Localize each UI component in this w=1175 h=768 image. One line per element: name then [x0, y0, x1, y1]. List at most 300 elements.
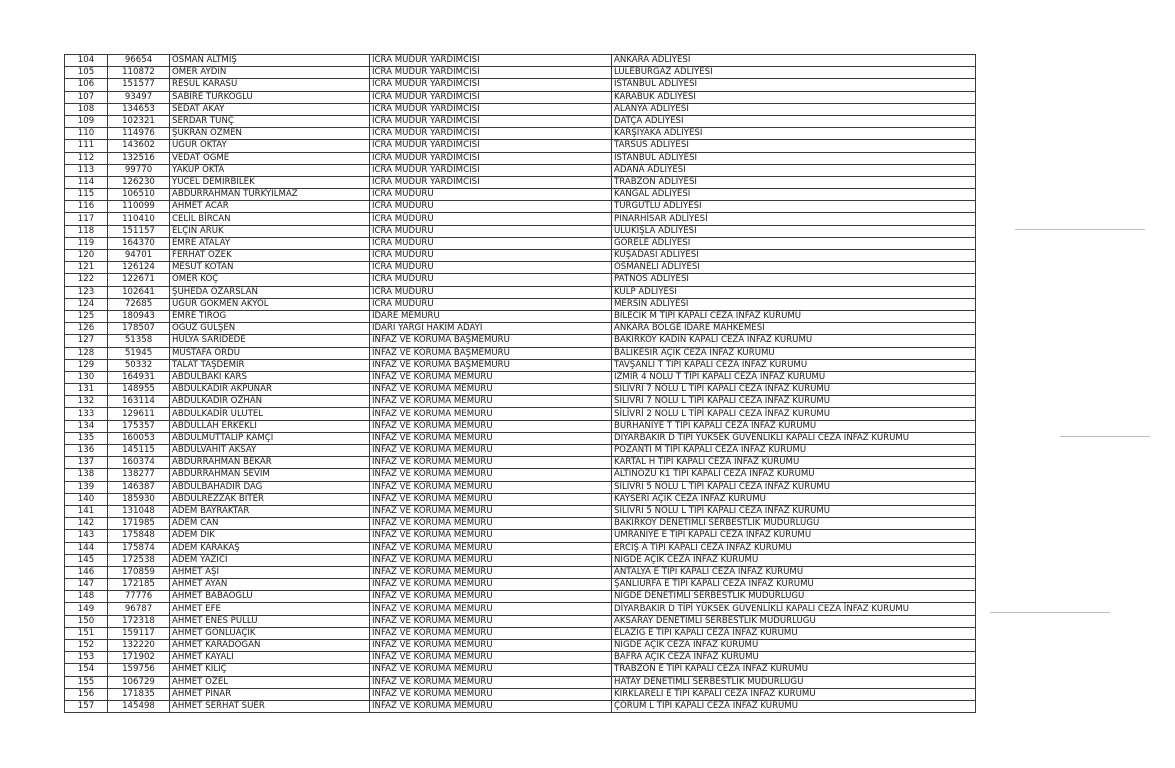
person-name-cell: RESUL KARASU: [170, 79, 370, 91]
table-row: [65, 579, 976, 591]
registry-number-cell: 99770: [108, 164, 170, 176]
assigned-unit-cell: KARŞIYAKA ADLİYESİ: [612, 128, 976, 140]
person-name-cell: SERDAR TUNÇ: [170, 115, 370, 127]
position-title-cell: İNFAZ VE KORUMA MEMURU: [370, 493, 612, 505]
assigned-unit-cell: ADANA ADLİYESİ: [612, 164, 976, 176]
assigned-unit-cell: BALIKESİR AÇIK CEZA İNFAZ KURUMU: [612, 347, 976, 359]
registry-number-cell: 138277: [108, 469, 170, 481]
row-number-cell: 152: [65, 640, 108, 652]
person-name-cell: ÖMER KOÇ: [170, 274, 370, 286]
person-name-cell: SEDAT AKAY: [170, 103, 370, 115]
person-name-cell: AHMET KAYALI: [170, 652, 370, 664]
row-number-cell: 121: [65, 262, 108, 274]
position-title-cell: İNFAZ VE KORUMA MEMURU: [370, 688, 612, 700]
table-body: [65, 55, 976, 713]
position-title-cell: İNFAZ VE KORUMA MEMURU: [370, 542, 612, 554]
position-title-cell: İNFAZ VE KORUMA MEMURU: [370, 384, 612, 396]
row-number-cell: 107: [65, 91, 108, 103]
assigned-unit-cell: DATÇA ADLİYESİ: [612, 115, 976, 127]
assigned-unit-cell: LÜLEBURGAZ ADLİYESİ: [612, 67, 976, 79]
assigned-unit-cell: MERSİN ADLİYESİ: [612, 298, 976, 310]
person-name-cell: FERHAT ÖZEK: [170, 250, 370, 262]
person-name-cell: AHMET ÖZEL: [170, 676, 370, 688]
position-title-cell: İNFAZ VE KORUMA MEMURU: [370, 457, 612, 469]
position-title-cell: İNFAZ VE KORUMA MEMURU: [370, 408, 612, 420]
position-title-cell: İCRA MÜDÜR YARDIMCISI: [370, 128, 612, 140]
table-row: [65, 420, 976, 432]
assigned-unit-cell: ANKARA BÖLGE İDARE MAHKEMESİ: [612, 323, 976, 335]
assigned-unit-cell: TAVŞANLI T TİPİ KAPALI CEZA İNFAZ KURUMU: [612, 359, 976, 371]
registry-number-cell: 164370: [108, 237, 170, 249]
position-title-cell: İNFAZ VE KORUMA BAŞMEMURU: [370, 359, 612, 371]
assigned-unit-cell: OSMANELİ ADLİYESİ: [612, 262, 976, 274]
row-number-cell: 137: [65, 457, 108, 469]
scan-artifact-line: [990, 612, 1110, 613]
registry-number-cell: 94701: [108, 250, 170, 262]
row-number-cell: 120: [65, 250, 108, 262]
assigned-unit-cell: TURGUTLU ADLİYESİ: [612, 201, 976, 213]
assigned-unit-cell: ALANYA ADLİYESİ: [612, 103, 976, 115]
person-name-cell: ABDURRAHMAN SEVİM: [170, 469, 370, 481]
registry-number-cell: 159756: [108, 664, 170, 676]
registry-number-cell: 143602: [108, 140, 170, 152]
registry-number-cell: 151577: [108, 79, 170, 91]
registry-number-cell: 145115: [108, 445, 170, 457]
row-number-cell: 110: [65, 128, 108, 140]
row-number-cell: 139: [65, 481, 108, 493]
row-number-cell: 105: [65, 67, 108, 79]
person-name-cell: MUSTAFA ORDU: [170, 347, 370, 359]
table-row: [65, 688, 976, 700]
person-name-cell: ABDULKADİR ULUTEL: [170, 408, 370, 420]
table-row: [65, 652, 976, 664]
position-title-cell: İNFAZ VE KORUMA MEMURU: [370, 505, 612, 517]
position-title-cell: İCRA MÜDÜRÜ: [370, 286, 612, 298]
row-number-cell: 112: [65, 152, 108, 164]
registry-number-cell: 134653: [108, 103, 170, 115]
table-row: [65, 359, 976, 371]
table-row: [65, 371, 976, 383]
person-name-cell: TALAT TAŞDEMİR: [170, 359, 370, 371]
person-name-cell: AHMET ENES PULLU: [170, 615, 370, 627]
assigned-unit-cell: KAYSERİ AÇIK CEZA İNFAZ KURUMU: [612, 493, 976, 505]
person-name-cell: AHMET BABAOĞLU: [170, 591, 370, 603]
position-title-cell: İCRA MÜDÜRÜ: [370, 237, 612, 249]
row-number-cell: 123: [65, 286, 108, 298]
row-number-cell: 108: [65, 103, 108, 115]
table-row: [65, 518, 976, 530]
person-name-cell: ELÇİN ARUK: [170, 225, 370, 237]
registry-number-cell: 171985: [108, 518, 170, 530]
person-name-cell: ŞÜKRAN ÖZMEN: [170, 128, 370, 140]
registry-number-cell: 175874: [108, 542, 170, 554]
registry-number-cell: 172318: [108, 615, 170, 627]
registry-number-cell: 72685: [108, 298, 170, 310]
registry-number-cell: 160053: [108, 432, 170, 444]
position-title-cell: İDARİ YARGI HAKİM ADAYI: [370, 323, 612, 335]
person-name-cell: ADEM YAZICI: [170, 554, 370, 566]
assigned-unit-cell: DİYARBAKIR D TİPİ YÜKSEK GÜVENLİKLİ KAPALI CEZA İNFAZ KURUMU: [612, 603, 976, 615]
registry-number-cell: 178507: [108, 323, 170, 335]
position-title-cell: İNFAZ VE KORUMA MEMURU: [370, 469, 612, 481]
table-row: [65, 408, 976, 420]
person-name-cell: ABDULVAHİT AKSAY: [170, 445, 370, 457]
assigned-unit-cell: SİLİVRİ 2 NOLU L TİPİ KAPALI CEZA İNFAZ KURUMU: [612, 408, 976, 420]
position-title-cell: İNFAZ VE KORUMA MEMURU: [370, 652, 612, 664]
position-title-cell: İDARE MEMURU: [370, 310, 612, 322]
table-row: [65, 79, 976, 91]
person-name-cell: ABDURRAHMAN TÜRKYILMAZ: [170, 189, 370, 201]
table-row: [65, 176, 976, 188]
position-title-cell: İCRA MÜDÜR YARDIMCISI: [370, 176, 612, 188]
person-name-cell: VEDAT ÖĞME: [170, 152, 370, 164]
position-title-cell: İNFAZ VE KORUMA MEMURU: [370, 554, 612, 566]
assigned-unit-cell: BAFRA AÇIK CEZA İNFAZ KURUMU: [612, 652, 976, 664]
row-number-cell: 132: [65, 396, 108, 408]
registry-number-cell: 151157: [108, 225, 170, 237]
assigned-unit-cell: BAKIRKÖY DENETİMLİ SERBESTLİK MÜDÜRLÜĞÜ: [612, 518, 976, 530]
position-title-cell: İCRA MÜDÜR YARDIMCISI: [370, 140, 612, 152]
row-number-cell: 135: [65, 432, 108, 444]
table-row: [65, 286, 976, 298]
table-row: [65, 542, 976, 554]
person-name-cell: ABDURRAHMAN BEKAR: [170, 457, 370, 469]
registry-number-cell: 110872: [108, 67, 170, 79]
row-number-cell: 111: [65, 140, 108, 152]
position-title-cell: İCRA MÜDÜRÜ: [370, 189, 612, 201]
table-row: [65, 128, 976, 140]
table-row: [65, 335, 976, 347]
personnel-table: [64, 54, 976, 713]
row-number-cell: 109: [65, 115, 108, 127]
row-number-cell: 140: [65, 493, 108, 505]
row-number-cell: 114: [65, 176, 108, 188]
position-title-cell: İNFAZ VE KORUMA MEMURU: [370, 396, 612, 408]
table-row: [65, 347, 976, 359]
assigned-unit-cell: TARSUS ADLİYESİ: [612, 140, 976, 152]
person-name-cell: ABDULKADİR ÖZHAN: [170, 396, 370, 408]
assigned-unit-cell: DİYARBAKIR D TİPİ YÜKSEK GÜVENLİKLİ KAPALI CEZA İNFAZ KURUMU: [612, 432, 976, 444]
table-row: [65, 566, 976, 578]
position-title-cell: İCRA MÜDÜR YARDIMCISI: [370, 164, 612, 176]
position-title-cell: İNFAZ VE KORUMA MEMURU: [370, 627, 612, 639]
registry-number-cell: 51945: [108, 347, 170, 359]
table-row: [65, 213, 976, 225]
row-number-cell: 118: [65, 225, 108, 237]
table-row: [65, 603, 976, 615]
person-name-cell: AHMET GÖNLÜAÇIK: [170, 627, 370, 639]
registry-number-cell: 102641: [108, 286, 170, 298]
person-name-cell: AHMET EFE: [170, 603, 370, 615]
assigned-unit-cell: ÜMRANİYE E TİPİ KAPALI CEZA İNFAZ KURUMU: [612, 530, 976, 542]
registry-number-cell: 180943: [108, 310, 170, 322]
position-title-cell: İNFAZ VE KORUMA MEMURU: [370, 591, 612, 603]
row-number-cell: 151: [65, 627, 108, 639]
assigned-unit-cell: TRABZON ADLİYESİ: [612, 176, 976, 188]
person-name-cell: AHMET AŞI: [170, 566, 370, 578]
table-row: [65, 164, 976, 176]
table-row: [65, 323, 976, 335]
registry-number-cell: 171902: [108, 652, 170, 664]
position-title-cell: İNFAZ VE KORUMA BAŞMEMURU: [370, 335, 612, 347]
row-number-cell: 113: [65, 164, 108, 176]
position-title-cell: İCRA MÜDÜR YARDIMCISI: [370, 152, 612, 164]
assigned-unit-cell: BAKIRKÖY KADIN KAPALI CEZA İNFAZ KURUMU: [612, 335, 976, 347]
person-name-cell: CELİL BİRCAN: [170, 213, 370, 225]
person-name-cell: ABDULBAKİ KARS: [170, 371, 370, 383]
assigned-unit-cell: ANTALYA E TİPİ KAPALI CEZA İNFAZ KURUMU: [612, 566, 976, 578]
assigned-unit-cell: NİĞDE DENETİMLİ SERBESTLİK MÜDÜRLÜĞÜ: [612, 591, 976, 603]
person-name-cell: EMRE ATALAY: [170, 237, 370, 249]
assigned-unit-cell: AKSARAY DENETİMLİ SERBESTLİK MÜDÜRLÜĞÜ: [612, 615, 976, 627]
assigned-unit-cell: SİLİVRİ 7 NOLU L TİPİ KAPALI CEZA İNFAZ KURUMU: [612, 396, 976, 408]
registry-number-cell: 159117: [108, 627, 170, 639]
assigned-unit-cell: KARTAL H TİPİ KAPALI CEZA İNFAZ KURUMU: [612, 457, 976, 469]
table-row: [65, 396, 976, 408]
assigned-unit-cell: İZMİR 4 NOLU T TİPİ KAPALI CEZA İNFAZ KURUMU: [612, 371, 976, 383]
row-number-cell: 119: [65, 237, 108, 249]
scan-artifact-line: [1060, 436, 1150, 437]
row-number-cell: 130: [65, 371, 108, 383]
assigned-unit-cell: KIRKLARELİ E TİPİ KAPALI CEZA İNFAZ KURUMU: [612, 688, 976, 700]
registry-number-cell: 50332: [108, 359, 170, 371]
table-row: [65, 115, 976, 127]
row-number-cell: 149: [65, 603, 108, 615]
person-name-cell: ADEM DİK: [170, 530, 370, 542]
position-title-cell: İNFAZ VE KORUMA MEMURU: [370, 530, 612, 542]
person-name-cell: EMRE TIROĞ: [170, 310, 370, 322]
row-number-cell: 115: [65, 189, 108, 201]
assigned-unit-cell: ULUKIŞLA ADLİYESİ: [612, 225, 976, 237]
registry-number-cell: 172185: [108, 579, 170, 591]
assigned-unit-cell: ANKARA ADLİYESİ: [612, 55, 976, 67]
person-name-cell: AHMET PINAR: [170, 688, 370, 700]
registry-number-cell: 126230: [108, 176, 170, 188]
registry-number-cell: 175357: [108, 420, 170, 432]
row-number-cell: 128: [65, 347, 108, 359]
table-row: [65, 676, 976, 688]
person-name-cell: YAKUP OKTA: [170, 164, 370, 176]
position-title-cell: İCRA MÜDÜR YARDIMCISI: [370, 91, 612, 103]
table-row: [65, 67, 976, 79]
position-title-cell: İCRA MÜDÜR YARDIMCISI: [370, 67, 612, 79]
table-row: [65, 664, 976, 676]
position-title-cell: İNFAZ VE KORUMA MEMURU: [370, 420, 612, 432]
registry-number-cell: 110099: [108, 201, 170, 213]
assigned-unit-cell: KUŞADASI ADLİYESİ: [612, 250, 976, 262]
row-number-cell: 104: [65, 55, 108, 67]
table-row: [65, 237, 976, 249]
row-number-cell: 129: [65, 359, 108, 371]
assigned-unit-cell: ERCİŞ A TİPİ KAPALI CEZA İNFAZ KURUMU: [612, 542, 976, 554]
person-name-cell: AHMET ACAR: [170, 201, 370, 213]
person-name-cell: OSMAN ALTMIŞ: [170, 55, 370, 67]
registry-number-cell: 51358: [108, 335, 170, 347]
person-name-cell: ŞUHEDA ÖZARSLAN: [170, 286, 370, 298]
table-row: [65, 554, 976, 566]
registry-number-cell: 129611: [108, 408, 170, 420]
position-title-cell: İCRA MÜDÜRÜ: [370, 298, 612, 310]
person-name-cell: UĞUR GÖKMEN AKYOL: [170, 298, 370, 310]
row-number-cell: 150: [65, 615, 108, 627]
row-number-cell: 131: [65, 384, 108, 396]
person-name-cell: YÜCEL DEMİRBİLEK: [170, 176, 370, 188]
assigned-unit-cell: POZANTI M TİPİ KAPALI CEZA İNFAZ KURUMU: [612, 445, 976, 457]
registry-number-cell: 102321: [108, 115, 170, 127]
row-number-cell: 122: [65, 274, 108, 286]
row-number-cell: 117: [65, 213, 108, 225]
table-row: [65, 55, 976, 67]
row-number-cell: 153: [65, 652, 108, 664]
assigned-unit-cell: ŞANLIURFA E TİPİ KAPALI CEZA İNFAZ KURUMU: [612, 579, 976, 591]
row-number-cell: 126: [65, 323, 108, 335]
table-row: [65, 274, 976, 286]
position-title-cell: İCRA MÜDÜRÜ: [370, 225, 612, 237]
person-name-cell: MESUT KOTAN: [170, 262, 370, 274]
person-name-cell: ADEM KARAKAŞ: [170, 542, 370, 554]
registry-number-cell: 93497: [108, 91, 170, 103]
table-row: [65, 627, 976, 639]
assigned-unit-cell: SİLİVRİ 5 NOLU L TİPİ KAPALI CEZA İNFAZ KURUMU: [612, 505, 976, 517]
table-row: [65, 91, 976, 103]
row-number-cell: 154: [65, 664, 108, 676]
registry-number-cell: 185930: [108, 493, 170, 505]
registry-number-cell: 126124: [108, 262, 170, 274]
position-title-cell: İCRA MÜDÜRÜ: [370, 213, 612, 225]
person-name-cell: ABDÜLBAHADIR DAĞ: [170, 481, 370, 493]
table-row: [65, 505, 976, 517]
row-number-cell: 147: [65, 579, 108, 591]
position-title-cell: İCRA MÜDÜR YARDIMCISI: [370, 79, 612, 91]
row-number-cell: 138: [65, 469, 108, 481]
position-title-cell: İNFAZ VE KORUMA MEMURU: [370, 371, 612, 383]
registry-number-cell: 131048: [108, 505, 170, 517]
person-name-cell: ADEM BAYRAKTAR: [170, 505, 370, 517]
table-row: [65, 140, 976, 152]
registry-number-cell: 160374: [108, 457, 170, 469]
person-name-cell: HÜLYA SARIDEDE: [170, 335, 370, 347]
registry-number-cell: 132516: [108, 152, 170, 164]
position-title-cell: İCRA MÜDÜR YARDIMCISI: [370, 115, 612, 127]
position-title-cell: İCRA MÜDÜRÜ: [370, 250, 612, 262]
person-name-cell: ABDULKADİR AKPUNAR: [170, 384, 370, 396]
assigned-unit-cell: İSTANBUL ADLİYESİ: [612, 79, 976, 91]
position-title-cell: İNFAZ VE KORUMA MEMURU: [370, 640, 612, 652]
position-title-cell: İNFAZ VE KORUMA MEMURU: [370, 664, 612, 676]
row-number-cell: 145: [65, 554, 108, 566]
position-title-cell: İNFAZ VE KORUMA MEMURU: [370, 615, 612, 627]
table-row: [65, 469, 976, 481]
row-number-cell: 116: [65, 201, 108, 213]
table-row: [65, 103, 976, 115]
registry-number-cell: 114976: [108, 128, 170, 140]
table-row: [65, 152, 976, 164]
registry-number-cell: 132220: [108, 640, 170, 652]
row-number-cell: 127: [65, 335, 108, 347]
assigned-unit-cell: KANGAL ADLİYESİ: [612, 189, 976, 201]
table-row: [65, 530, 976, 542]
registry-number-cell: 146387: [108, 481, 170, 493]
table-row: [65, 700, 976, 712]
table-row: [65, 201, 976, 213]
position-title-cell: İNFAZ VE KORUMA MEMURU: [370, 566, 612, 578]
position-title-cell: İNFAZ VE KORUMA MEMURU: [370, 445, 612, 457]
registry-number-cell: 106729: [108, 676, 170, 688]
registry-number-cell: 170859: [108, 566, 170, 578]
position-title-cell: İCRA MÜDÜRÜ: [370, 201, 612, 213]
position-title-cell: İCRA MÜDÜRÜ: [370, 262, 612, 274]
table-row: [65, 225, 976, 237]
registry-number-cell: 96654: [108, 55, 170, 67]
position-title-cell: İNFAZ VE KORUMA MEMURU: [370, 481, 612, 493]
row-number-cell: 157: [65, 700, 108, 712]
person-name-cell: ABDÜLREZZAK BİTER: [170, 493, 370, 505]
position-title-cell: İNFAZ VE KORUMA MEMURU: [370, 700, 612, 712]
registry-number-cell: 171835: [108, 688, 170, 700]
position-title-cell: İNFAZ VE KORUMA MEMURU: [370, 603, 612, 615]
position-title-cell: İCRA MÜDÜR YARDIMCISI: [370, 103, 612, 115]
table-row: [65, 310, 976, 322]
scan-artifact-line: [1015, 229, 1145, 230]
position-title-cell: İNFAZ VE KORUMA MEMURU: [370, 579, 612, 591]
registry-number-cell: 106510: [108, 189, 170, 201]
assigned-unit-cell: KULP ADLİYESİ: [612, 286, 976, 298]
row-number-cell: 144: [65, 542, 108, 554]
person-name-cell: ABDULLAH ERKEKLİ: [170, 420, 370, 432]
table-row: [65, 250, 976, 262]
table-row: [65, 481, 976, 493]
row-number-cell: 156: [65, 688, 108, 700]
registry-number-cell: 163114: [108, 396, 170, 408]
table-row: [65, 457, 976, 469]
person-name-cell: AHMET KILIÇ: [170, 664, 370, 676]
assigned-unit-cell: PATNOS ADLİYESİ: [612, 274, 976, 286]
person-name-cell: OĞUZ GÜLŞEN: [170, 323, 370, 335]
row-number-cell: 142: [65, 518, 108, 530]
table-row: [65, 615, 976, 627]
position-title-cell: İCRA MÜDÜRÜ: [370, 274, 612, 286]
row-number-cell: 146: [65, 566, 108, 578]
row-number-cell: 141: [65, 505, 108, 517]
table-row: [65, 640, 976, 652]
person-name-cell: SABİRE TÜRKOĞLU: [170, 91, 370, 103]
assigned-unit-cell: PINARHİSAR ADLİYESİ: [612, 213, 976, 225]
table-row: [65, 445, 976, 457]
person-name-cell: ABDULMÜTTALİP KAMÇI: [170, 432, 370, 444]
table-row: [65, 591, 976, 603]
table-row: [65, 432, 976, 444]
person-name-cell: AHMET AYAN: [170, 579, 370, 591]
registry-number-cell: 110410: [108, 213, 170, 225]
assigned-unit-cell: ALTINÖZÜ K1 TİPİ KAPALI CEZA İNFAZ KURUMU: [612, 469, 976, 481]
person-name-cell: AHMET KARADOĞAN: [170, 640, 370, 652]
registry-number-cell: 164931: [108, 371, 170, 383]
row-number-cell: 136: [65, 445, 108, 457]
registry-number-cell: 148955: [108, 384, 170, 396]
row-number-cell: 124: [65, 298, 108, 310]
table-row: [65, 189, 976, 201]
assigned-unit-cell: TRABZON E TİPİ KAPALI CEZA İNFAZ KURUMU: [612, 664, 976, 676]
position-title-cell: İNFAZ VE KORUMA BAŞMEMURU: [370, 347, 612, 359]
assigned-unit-cell: ELAZIĞ E TİPİ KAPALI CEZA İNFAZ KURUMU: [612, 627, 976, 639]
registry-number-cell: 145498: [108, 700, 170, 712]
assigned-unit-cell: BURHANİYE T TİPİ KAPALI CEZA İNFAZ KURUMU: [612, 420, 976, 432]
person-name-cell: ADEM CAN: [170, 518, 370, 530]
row-number-cell: 134: [65, 420, 108, 432]
row-number-cell: 148: [65, 591, 108, 603]
assigned-unit-cell: SİLİVRİ 7 NOLU L TİPİ KAPALI CEZA İNFAZ KURUMU: [612, 384, 976, 396]
registry-number-cell: 172538: [108, 554, 170, 566]
